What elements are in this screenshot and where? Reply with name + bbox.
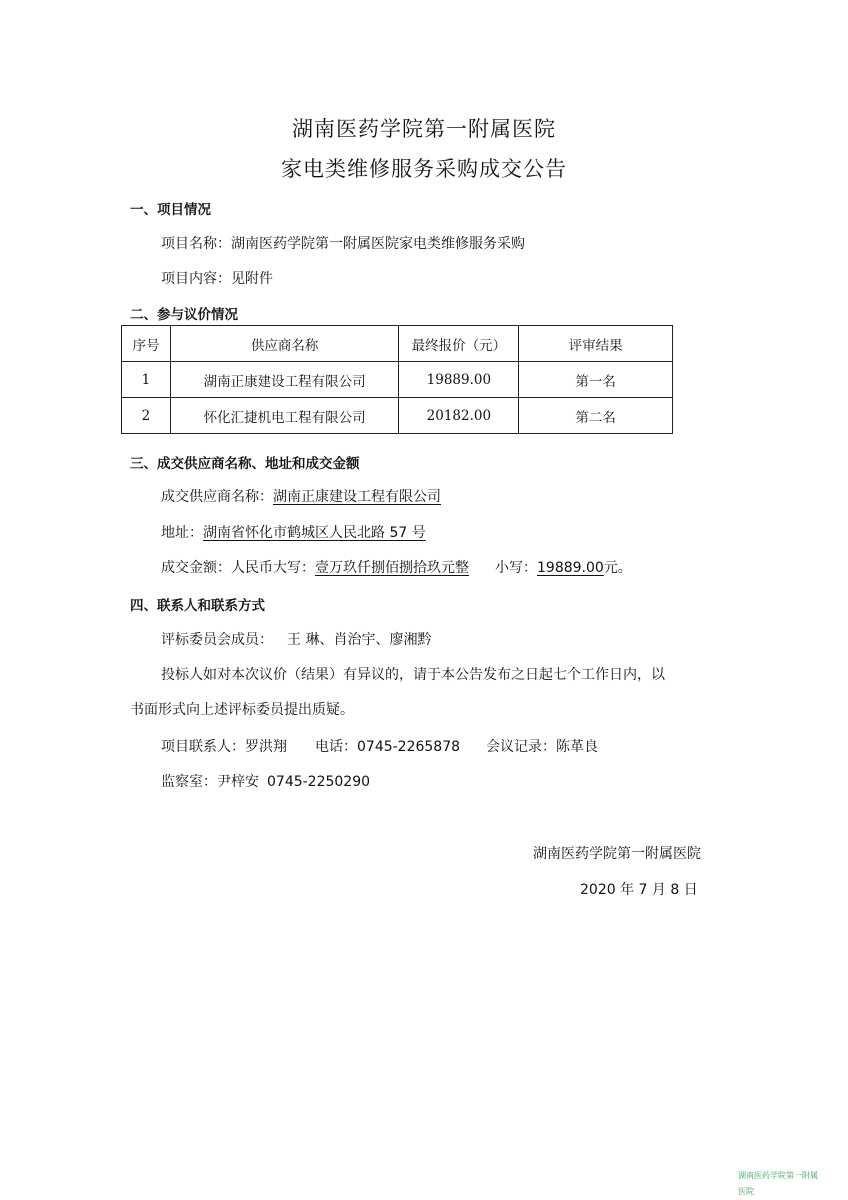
address-row xyxy=(161,522,426,542)
amount-row xyxy=(161,557,632,577)
title-line-2: 家电类维修服务采购成交公告 xyxy=(281,157,567,181)
footer-org: 湖南医药学院第一附属医院 xyxy=(533,846,701,862)
table-cell-supplier: 湖南正康建设工程有限公司 xyxy=(170,362,399,398)
contact-name: 罗洪翔 xyxy=(245,739,287,755)
amount-small-value: 19889.00 xyxy=(537,560,604,576)
table-cell-result: 第二名 xyxy=(519,398,673,434)
section-1-heading: 一、项目情况 xyxy=(130,202,211,218)
supplier-label: 成交供应商名称： xyxy=(161,489,273,505)
supervision-row xyxy=(161,771,370,791)
title-line-1: 湖南医药学院第一附属医院 xyxy=(292,117,556,141)
committee-value: 王 琳、肖治宇、廖湘黔 xyxy=(287,632,432,648)
record-label: 会议记录： xyxy=(486,739,557,755)
project-name-value: 湖南医药学院第一附属医院家电类维修服务采购 xyxy=(231,236,525,252)
contact-label: 项目联系人： xyxy=(161,739,245,755)
project-name-row xyxy=(161,233,525,253)
amount-small-label: 小写： xyxy=(495,560,537,576)
section-4-heading: 四、联系人和联系方式 xyxy=(130,598,265,614)
amount-small-unit: 元。 xyxy=(603,560,632,576)
committee-row xyxy=(161,629,431,649)
section-2-heading: 二、参与议价情况 xyxy=(130,307,238,323)
project-name-label: 项目名称： xyxy=(161,236,231,252)
project-content-row xyxy=(161,268,273,288)
supervision-phone: 0745-2250290 xyxy=(267,774,371,790)
table-cell-price: 19889.00 xyxy=(399,362,519,398)
hospital-logo xyxy=(738,1168,818,1196)
table-row xyxy=(122,362,673,398)
amount-label: 成交金额：人民币大写： xyxy=(161,560,315,576)
contact-row xyxy=(161,736,598,756)
record-value: 陈革良 xyxy=(556,739,599,755)
project-content-label: 项目内容： xyxy=(161,271,231,287)
phone-label: 电话： xyxy=(315,739,357,755)
supervision-label: 监察室： xyxy=(161,774,217,790)
table-row xyxy=(122,398,673,434)
table-header-cell: 最终报价（元） xyxy=(399,326,519,362)
footer-date: 2020 年 7 月 8 日 xyxy=(580,882,698,898)
table-header-cell: 评审结果 xyxy=(519,326,673,362)
table-cell-result: 第一名 xyxy=(519,362,673,398)
address-label: 地址： xyxy=(161,525,203,541)
table-header-row xyxy=(122,326,673,362)
supplier-row xyxy=(161,486,441,506)
table-cell-index: 2 xyxy=(122,398,171,434)
objection-line-2: 书面形式向上述评标委员提出质疑。 xyxy=(130,702,354,718)
phone-value: 0745-2265878 xyxy=(357,739,461,755)
supplier-value: 湖南正康建设工程有限公司 xyxy=(273,489,441,505)
project-content-value: 见附件 xyxy=(231,271,273,287)
table-cell-index: 1 xyxy=(122,362,171,398)
hospital-logo-text: 湖南医药学院第一附属医院 xyxy=(738,1171,818,1196)
table-header-cell: 供应商名称 xyxy=(170,326,399,362)
section-3-heading: 三、成交供应商名称、地址和成交金额 xyxy=(130,456,360,472)
committee-label: 评标委员会成员： xyxy=(161,632,273,648)
table-cell-supplier: 怀化汇捷机电工程有限公司 xyxy=(170,398,399,434)
bid-table xyxy=(121,325,673,434)
table-header-cell: 序号 xyxy=(122,326,171,362)
amount-upper: 壹万玖仟捌佰捌拾玖元整 xyxy=(315,560,469,576)
supervision-name: 尹梓安 xyxy=(217,774,259,790)
table-cell-price: 20182.00 xyxy=(399,398,519,434)
objection-line-1: 投标人如对本次议价（结果）有异议的，请于本公告发布之日起七个工作日内，以 xyxy=(161,667,665,683)
address-value: 湖南省怀化市鹤城区人民北路 57 号 xyxy=(203,525,426,541)
